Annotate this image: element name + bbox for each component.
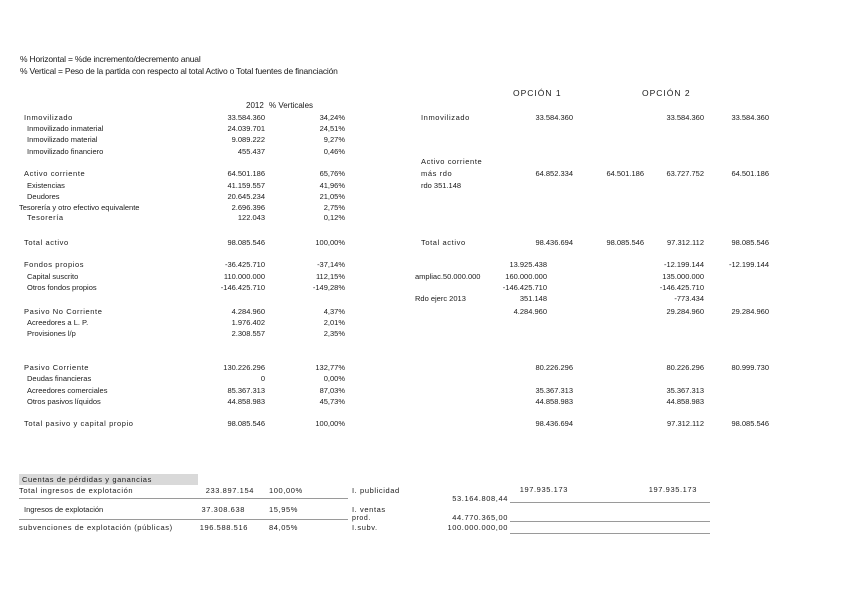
opt2-value: -146.425.710 (659, 283, 704, 292)
row-label: Existencias (27, 181, 65, 190)
row-value: 85.367.313 (227, 386, 265, 395)
pyg-side-publicidad: I. publicidad (352, 486, 400, 495)
opt1-value: 80.226.296 (535, 363, 573, 372)
pyg-side-ventas: I. ventas (352, 505, 386, 514)
pyg-side-subv: I.subv. (352, 523, 378, 532)
row-pct: 2,35% (323, 329, 345, 338)
row-label: Otros fondos propios (27, 283, 97, 292)
opt-label-ampliac: ampliac.50.000.000 (415, 272, 481, 281)
row-pct: 34,24% (319, 113, 345, 122)
opt2-value: 135.000.000 (662, 272, 704, 281)
opt2b-value: 98.085.546 (731, 238, 769, 247)
row-value: 64.501.186 (227, 169, 265, 178)
row-pct: 2,01% (323, 318, 345, 327)
row-value: 122.043 (237, 213, 265, 222)
row-value: 455.437 (237, 147, 265, 156)
opt1-value: 13.925.438 (509, 260, 547, 269)
row-pct: 24,51% (319, 124, 345, 133)
opt-label-total-activo: Total activo (421, 238, 466, 247)
row-value: 2.308.557 (231, 329, 265, 338)
pyg-opt1-value: 197.935.173 (519, 485, 568, 494)
row-pct: 112,15% (315, 272, 345, 281)
pyg-side-value: 44.770.365,00 (452, 513, 508, 522)
pyg-row-value: 233.897.154 (205, 486, 254, 495)
row-label: Tesorería (27, 213, 64, 222)
opt2-value: 80.226.296 (666, 363, 704, 372)
row-pct: 45,73% (319, 397, 345, 406)
opt1-value: 160.000.000 (505, 272, 547, 281)
row-value: 33.584.360 (227, 113, 265, 122)
row-label: Capital suscrito (27, 272, 79, 281)
row-label: Pasivo No Corriente (24, 307, 103, 316)
opt-label-rdo: rdo 351.148 (421, 181, 462, 190)
opt2-value: 35.367.313 (666, 386, 704, 395)
row-value: 24.039.701 (227, 124, 265, 133)
opt2-value: 29.284.960 (666, 307, 704, 316)
opt2-value: -773.434 (674, 294, 704, 303)
divider (510, 533, 710, 534)
row-pct: 65,76% (319, 169, 345, 178)
pyg-row-value: 37.308.638 (201, 505, 245, 514)
divider (510, 502, 710, 503)
pyg-row-label: subvenciones de explotación (públicas) (19, 523, 173, 532)
opt1-value: 35.367.313 (535, 386, 573, 395)
opt1b-value: 64.501.186 (606, 169, 644, 178)
divider (510, 521, 710, 522)
row-pct: 0,12% (323, 213, 345, 222)
row-value: 4.284.960 (231, 307, 265, 316)
opt2b-value: 64.501.186 (731, 169, 769, 178)
row-value: 1.976.402 (231, 318, 265, 327)
row-label: Total pasivo y capital propio (24, 419, 134, 428)
opt2-value: 97.312.112 (667, 238, 704, 247)
row-value: -146.425.710 (220, 283, 265, 292)
note-horizontal: % Horizontal = %de incremento/decremento anual (20, 54, 201, 64)
opt2-value: 33.584.360 (666, 113, 704, 122)
opt-label-activo-corriente: Activo corriente (421, 157, 483, 166)
opt2b-value: 29.284.960 (731, 307, 769, 316)
row-value: 0 (260, 374, 265, 383)
row-label: Tesorería y otro efectivo equivalente (19, 203, 140, 212)
row-pct: -149,28% (312, 283, 345, 292)
opt1-value: 98.436.694 (535, 238, 573, 247)
row-label: Deudores (27, 192, 60, 201)
pyg-row-pct: 84,05% (269, 523, 299, 532)
row-pct: 100,00% (315, 238, 345, 247)
opt1-value: 98.436.694 (535, 419, 573, 428)
pyg-row-label: Ingresos de explotación (24, 505, 104, 514)
opt2-value: 63.727.752 (666, 169, 704, 178)
pyg-opt2-value: 197.935.173 (648, 485, 697, 494)
row-pct: 0,46% (323, 147, 345, 156)
row-value: 44.858.983 (227, 397, 265, 406)
row-value: -36.425.710 (224, 260, 265, 269)
opt1-value: 33.584.360 (535, 113, 573, 122)
pyg-side-prod: prod. (352, 515, 371, 522)
row-value: 41.159.557 (227, 181, 265, 190)
row-pct: 21,05% (319, 192, 345, 201)
opt2b-value: 98.085.546 (731, 419, 769, 428)
year-header: 2012 (246, 101, 264, 110)
row-value: 98.085.546 (227, 419, 265, 428)
row-label: Fondos propios (24, 260, 85, 269)
row-pct: 2,75% (323, 203, 345, 212)
row-pct: 87,03% (319, 386, 345, 395)
row-value: 20.645.234 (227, 192, 265, 201)
opt2-value: 97.312.112 (667, 419, 704, 428)
opt1-value: 64.852.334 (535, 169, 573, 178)
row-value: 2.696.396 (231, 203, 265, 212)
pyg-row-pct: 100,00% (269, 486, 303, 495)
row-pct: 4,37% (323, 307, 345, 316)
option2-header: OPCIÓN 2 (642, 88, 691, 98)
row-label: Inmovilizado inmaterial (27, 124, 104, 133)
row-pct: 41,96% (319, 181, 345, 190)
pyg-row-value: 196.588.516 (199, 523, 248, 532)
opt1-value: 44.858.983 (535, 397, 573, 406)
opt2-value: 44.858.983 (666, 397, 704, 406)
divider (19, 519, 348, 520)
row-pct: 0,00% (323, 374, 345, 383)
row-pct: 9,27% (323, 135, 345, 144)
row-label: Otros pasivos líquidos (27, 397, 101, 406)
divider (19, 498, 348, 499)
opt1-value: 4.284.960 (513, 307, 547, 316)
row-label: Provisiones l/p (27, 329, 76, 338)
pyg-row-label: Total ingresos de explotación (19, 486, 134, 495)
row-label: Total activo (24, 238, 69, 247)
row-value: 110.000.000 (223, 272, 265, 281)
row-label: Inmovilizado (24, 113, 73, 122)
opt2b-value: 80.999.730 (731, 363, 769, 372)
pyg-row-pct: 15,95% (269, 505, 299, 514)
opt2b-value: -12.199.144 (728, 260, 769, 269)
row-pct: 132,77% (315, 363, 345, 372)
row-label: Acreedores comerciales (27, 386, 108, 395)
verticales-header: % Verticales (269, 101, 314, 110)
option1-header: OPCIÓN 1 (513, 88, 562, 98)
opt-label-mas-rdo: más rdo (421, 169, 453, 178)
opt1b-value: 98.085.546 (606, 238, 644, 247)
note-vertical: % Vertical = Peso de la partida con respecto al total Activo o Total fuentes de financiación (20, 66, 338, 76)
pyg-side-value: 53.164.808,44 (452, 494, 508, 503)
row-value: 98.085.546 (227, 238, 265, 247)
opt2b-value: 33.584.360 (731, 113, 769, 122)
row-pct: 100,00% (315, 419, 345, 428)
pyg-title: Cuentas de pérdidas y ganancias (22, 475, 152, 484)
opt1-value: -146.425.710 (502, 283, 547, 292)
row-label: Deudas financieras (27, 374, 92, 383)
opt-label-rdo-ejerc: Rdo ejerc 2013 (415, 294, 466, 303)
row-pct: -37,14% (317, 260, 345, 269)
row-label: Inmovilizado material (27, 135, 98, 144)
opt-label-inmovilizado: Inmovilizado (421, 113, 470, 122)
row-label: Inmovilizado financiero (27, 147, 104, 156)
row-value: 9.089.222 (231, 135, 265, 144)
row-label: Pasivo Corriente (24, 363, 90, 372)
opt1-value: 351.148 (519, 294, 547, 303)
pyg-side-value: 100.000.000,00 (447, 523, 508, 532)
row-label: Acreedores a L. P. (27, 318, 89, 327)
opt2-value: -12.199.144 (663, 260, 704, 269)
row-value: 130.226.296 (223, 363, 265, 372)
row-label: Activo corriente (24, 169, 86, 178)
